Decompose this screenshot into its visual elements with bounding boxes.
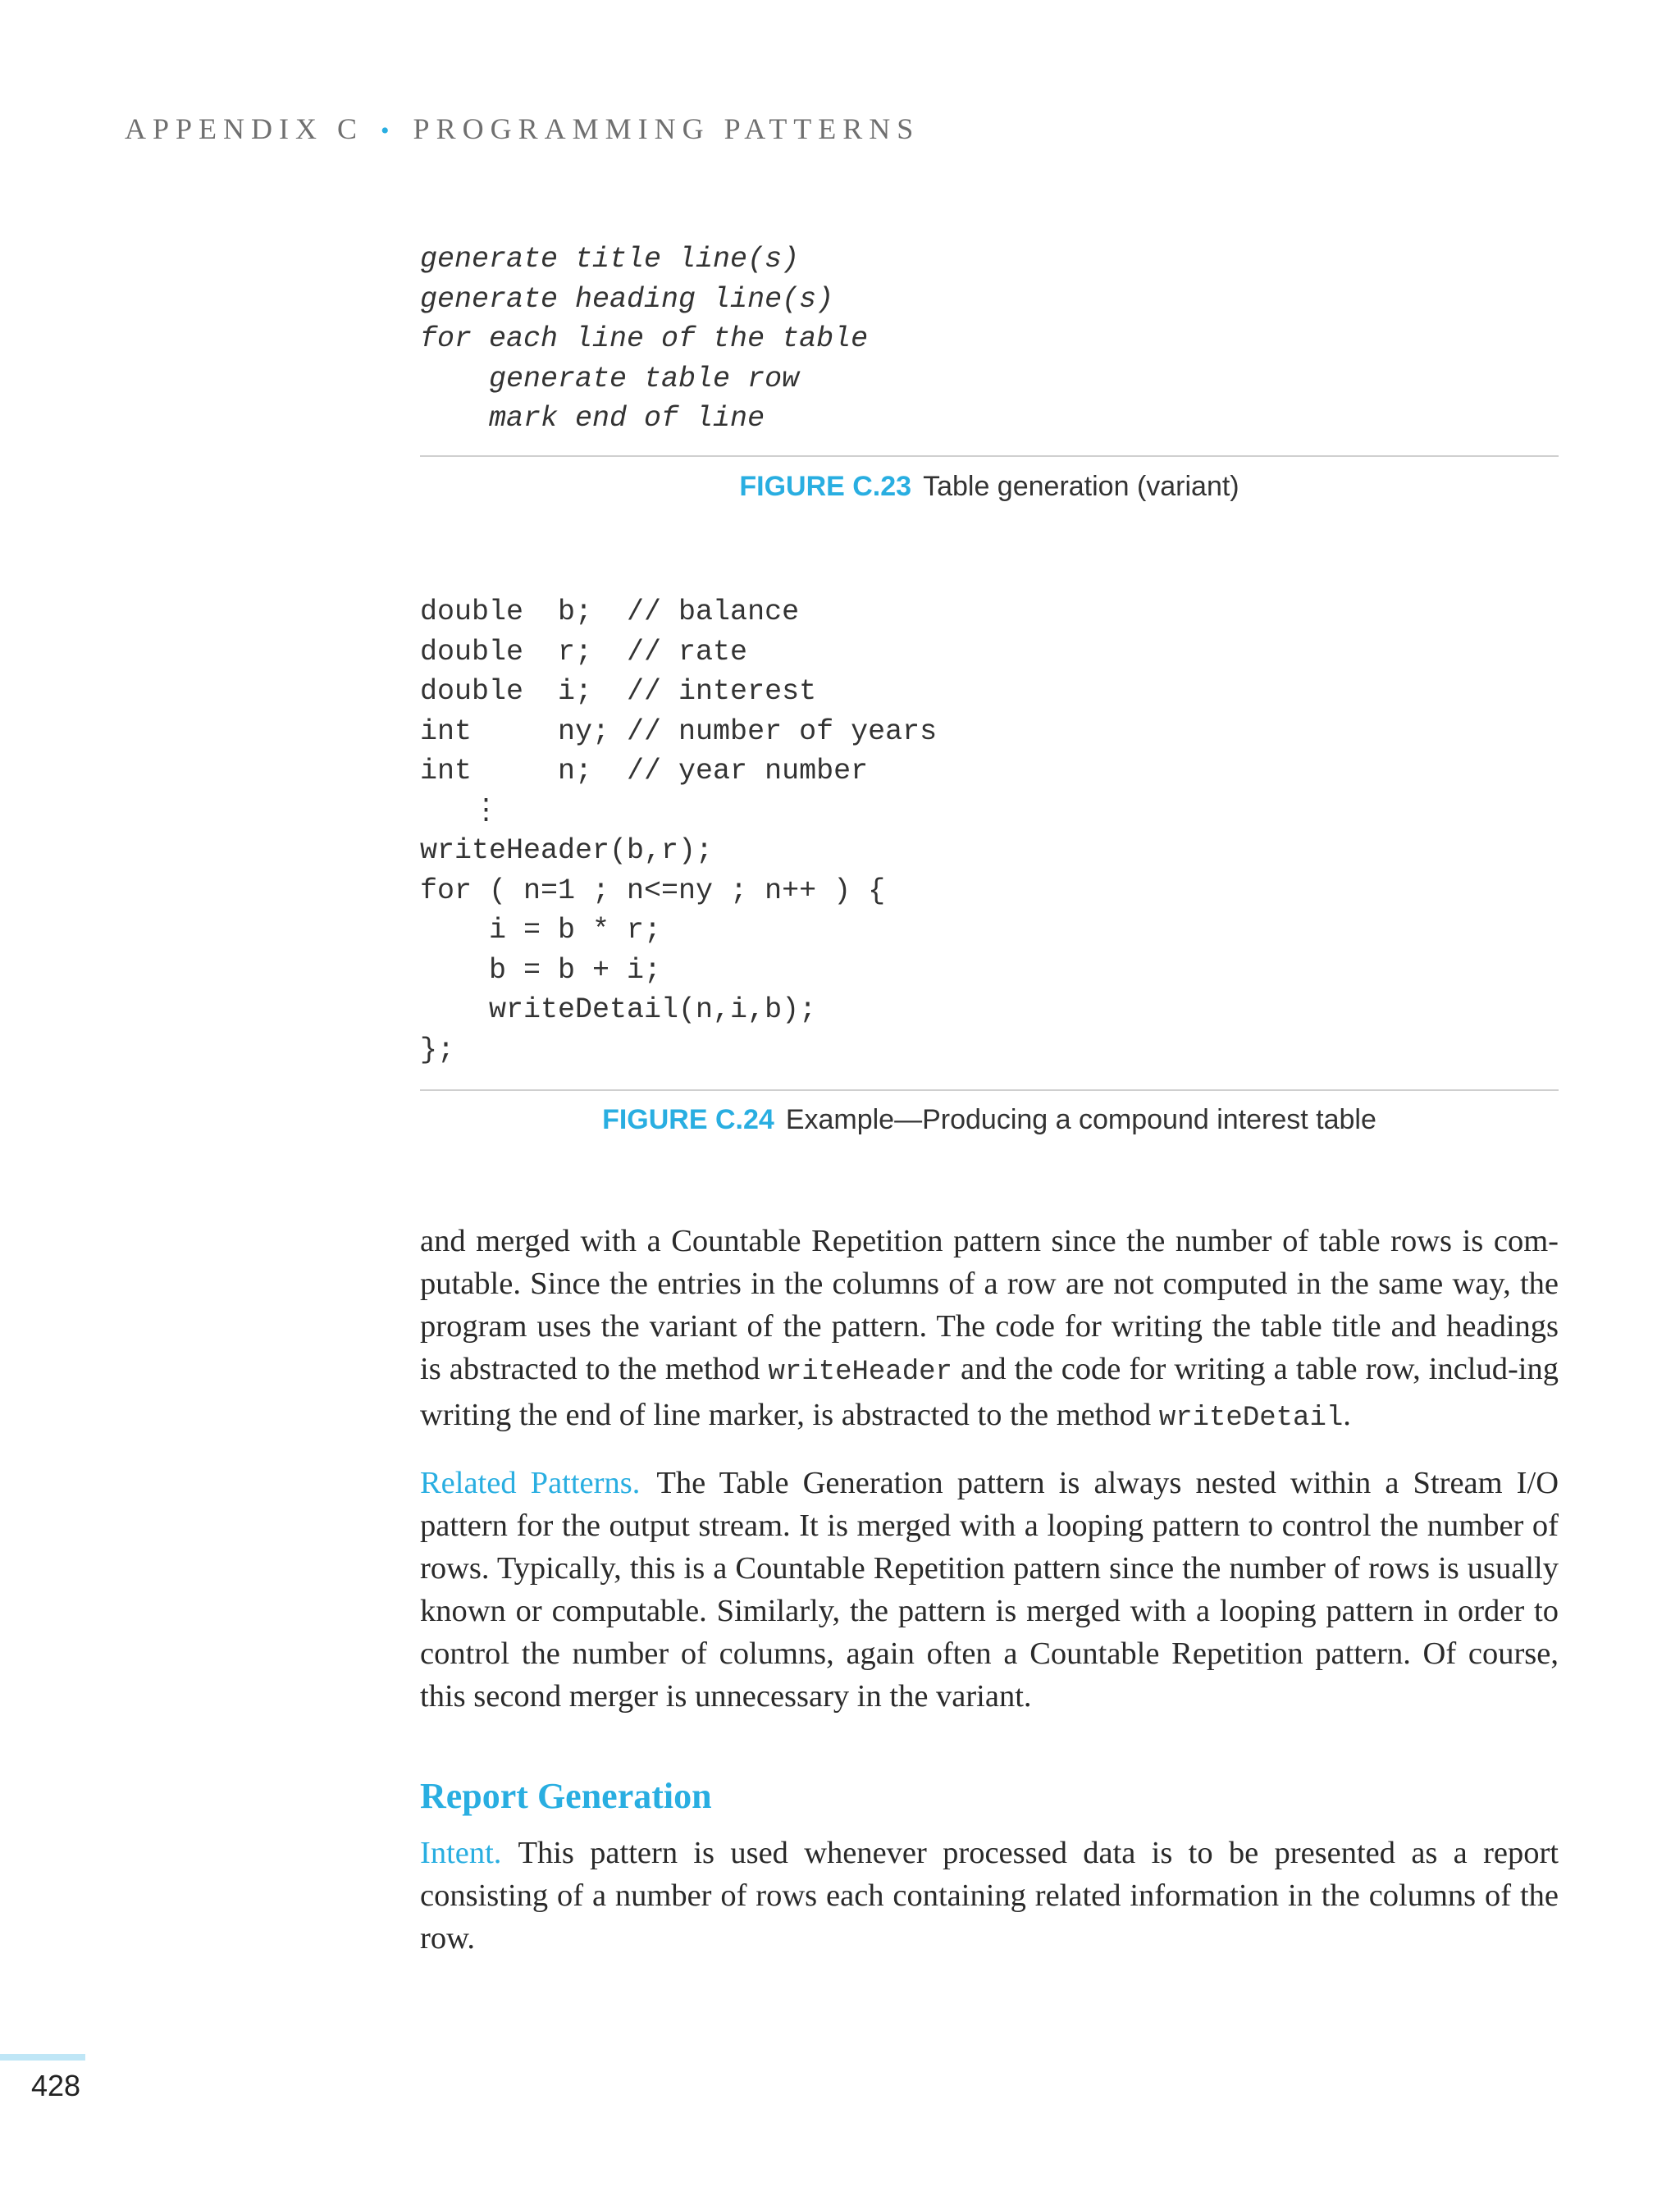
section-heading: Report Generation [420, 1776, 712, 1816]
paragraph-text-2: and the code for writing a table row, includ-ing writing the end of line marker, is abstracted to the method [420, 1352, 1559, 1432]
running-header-appendix: APPENDIX C [125, 112, 364, 145]
figure-c23-pseudocode: generate title line(s) generate heading line(s) for each line of the table generate table row mark end of line [420, 243, 869, 435]
figure-c24-title: Example—Producing a compound interest table [785, 1104, 1376, 1135]
figure-c23-label: FIGURE C.23 [739, 471, 912, 502]
inline-code-writeheader: writeHeader [768, 1357, 952, 1388]
figure-c24-label: FIGURE C.24 [602, 1104, 774, 1135]
page-number: 428 [31, 2069, 81, 2102]
related-patterns-text: The Table Generation pattern is always nested within a Stream I/O pattern for the output stream. It is merged with a looping pattern to control the number of rows. Typically, this is a Countable Repetition pattern since the number of rows is usually known or computable. Similarly, the pattern is merged with a looping pattern in order to control the number of columns, again often a Countable Repetition pattern. Of course, this second merger is unnecessary in the variant. [420, 1466, 1559, 1714]
header-bullet: • [381, 117, 396, 144]
figure-c24-code: double b; // balance double r; // rate double i; // interest int ny; // number of years int n; // year number ⋮ writeHeader(b,r); for ( n=1 ; n<=ny ; n++ ) { i = b * r; b = b + i; writeDetail(n,i,b); }; [420, 596, 938, 1066]
intent-paragraph [420, 1832, 1559, 1960]
related-patterns-paragraph [420, 1462, 1559, 1718]
running-header [125, 112, 920, 146]
related-patterns-label: Related Patterns. [420, 1466, 641, 1500]
page-number-bar [0, 2054, 85, 2061]
intent-label: Intent. [420, 1836, 502, 1870]
paragraph-text-1: and merged with a Countable Repetition pattern since the number of table rows is com-putable. Since the entries in the columns of a row are not computed in the same way, the program uses the variant of the pattern. The code for writing the table title and headings is abstracted to the method [420, 1224, 1559, 1386]
body-paragraph [420, 1220, 1559, 1440]
intent-text: This pattern is used whenever processed data is to be presented as a report consisting of a number of rows each containing related information in the columns of the row. [420, 1836, 1559, 1956]
figure-c24-caption [420, 1104, 1559, 1136]
inline-code-writedetail: writeDetail [1158, 1403, 1344, 1434]
figure-c23-title: Table generation (variant) [923, 471, 1239, 502]
paragraph-text-3: . [1343, 1398, 1351, 1432]
figure-c23-rule [420, 455, 1559, 457]
figure-c24-rule [420, 1089, 1559, 1091]
running-header-title: PROGRAMMING PATTERNS [413, 112, 920, 145]
figure-c23-caption [420, 471, 1559, 503]
